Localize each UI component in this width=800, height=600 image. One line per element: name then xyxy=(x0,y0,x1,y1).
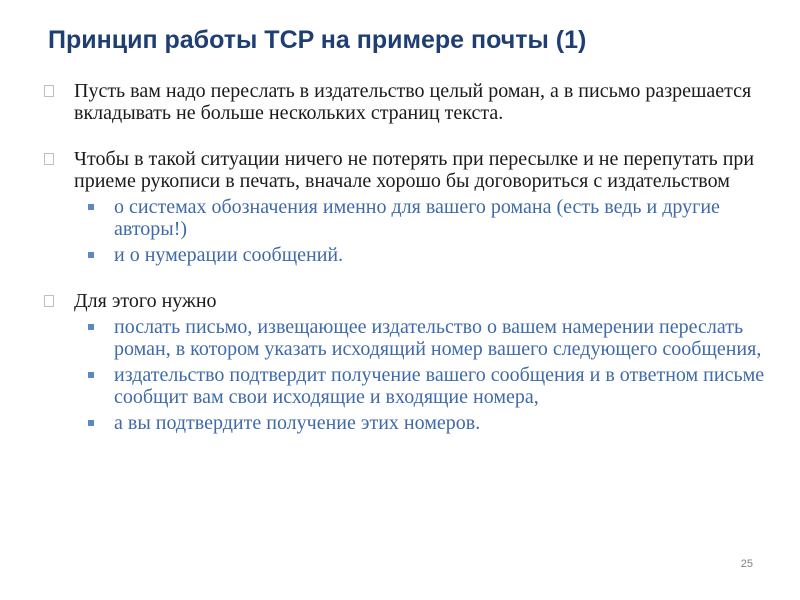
square-bullet-icon xyxy=(88,420,94,426)
bullet-2 xyxy=(36,148,766,192)
sub-bullet-text: и о нумерации сообщений. xyxy=(114,244,344,266)
sub-bullet-3-3 xyxy=(36,412,766,434)
sub-bullet-text: послать письмо, извещающее издательство о вашем намерении переслать роман, в котором указать исходящий номер вашего следующего сообщения, xyxy=(114,316,762,360)
square-bullet-icon xyxy=(88,204,94,210)
page-number: 25 xyxy=(740,558,753,570)
bullet-3-text: Для этого нужно xyxy=(74,290,217,312)
sub-bullet-3-1 xyxy=(36,316,766,360)
slide-title: Принцип работы TCP на примере почты (1) xyxy=(48,26,587,54)
sub-bullet-text: издательство подтвердит получение вашего сообщения и в ответном письме сообщит вам свои исходящие и входящие номера, xyxy=(114,364,765,408)
square-bullet-icon xyxy=(88,324,94,330)
box-bullet-icon xyxy=(44,85,54,97)
sub-bullet-text: а вы подтвердите получение этих номеров. xyxy=(114,412,481,434)
sub-bullet-text: о системах обозначения именно для вашего романа (есть ведь и другие авторы!) xyxy=(114,196,720,240)
sub-bullet-2-1 xyxy=(36,196,766,240)
square-bullet-icon xyxy=(88,372,94,378)
box-bullet-icon xyxy=(44,153,54,165)
slide-body xyxy=(36,80,766,434)
sub-bullet-3-2 xyxy=(36,364,766,408)
bullet-3 xyxy=(36,290,766,312)
bullet-1 xyxy=(36,80,766,124)
sub-bullet-2-2 xyxy=(36,244,766,266)
square-bullet-icon xyxy=(88,252,94,258)
box-bullet-icon xyxy=(44,295,54,307)
bullet-2-text: Чтобы в такой ситуации ничего не потерять при пересылке и не перепутать при приеме рукописи в печать, вначале хорошо бы договориться с издательством xyxy=(74,148,755,192)
bullet-1-text: Пусть вам надо переслать в издательство целый роман, а в письмо разрешается вкладывать не больше нескольких страниц текста. xyxy=(74,80,752,124)
